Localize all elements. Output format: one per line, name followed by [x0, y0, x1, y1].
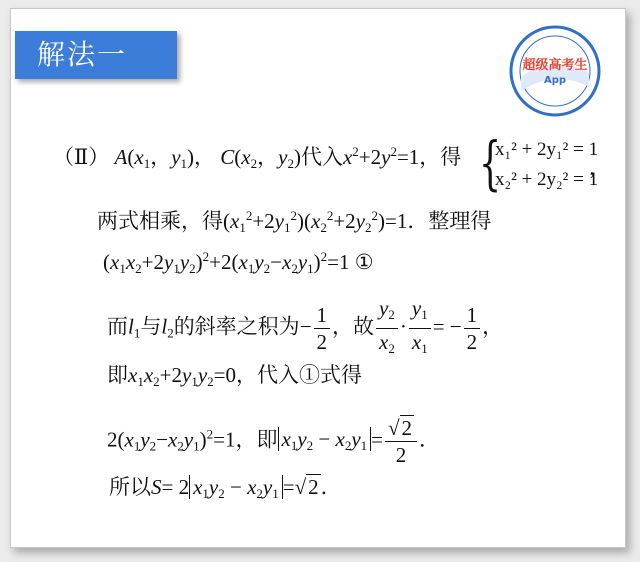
line-7: 所以S= 2 $x_1y_2 - x_2y_1 =√2$．	[109, 475, 342, 501]
system-eq-2: x₂² + 2y₂² = 1	[495, 169, 599, 190]
line-2: 两式相乘，得$(x_1^2+2y_1^2)(x_2^2+2y_2^2)=1$．整理得	[97, 208, 492, 235]
fraction-half: $\frac{1}{2}$	[314, 302, 331, 355]
line-4: 而$l_1$与$l_2$的斜率之积为− $\frac{1}{2}$ ，故 $\frac{y_2}{x_2}$ · $\frac{y_1}{x_1}$ = − $\frac{1}{2}$ ，	[107, 296, 504, 356]
equation-system: { x₁² + 2y₁² = 1 x₂² + 2y₂² = 1 ，	[479, 129, 609, 197]
solution-card	[10, 8, 626, 548]
method-title: 解法一	[37, 38, 128, 71]
logo-name: 超级高考生	[522, 58, 588, 73]
part-label: （Ⅱ）	[53, 145, 110, 169]
line-5: 即$x_1x_2+2y_1y_2=0$，代入①式得	[107, 363, 362, 389]
app-logo-icon	[507, 23, 603, 119]
brace-icon: {	[479, 129, 502, 197]
system-eq-1: x₁² + 2y₁² = 1	[495, 139, 599, 160]
line-3: $(x_1x_2+2y_1y_2)^2+2(x_1y_2-x_2y_1)^2=1$ ①	[103, 249, 374, 276]
logo-app: App	[543, 75, 567, 86]
line-1: （Ⅱ） $A(x_1$，$y_1$)， $C(x_2$，$y_2$)代入$x^2+2y^2=1$，得	[53, 144, 462, 171]
line-6: $2(x_1y_2-x_2y_1)^2=1$，即 $x_1y_2 - x_2y_1$ = $\frac{√2}{2}$ ．	[107, 416, 441, 467]
method-banner	[15, 31, 177, 79]
